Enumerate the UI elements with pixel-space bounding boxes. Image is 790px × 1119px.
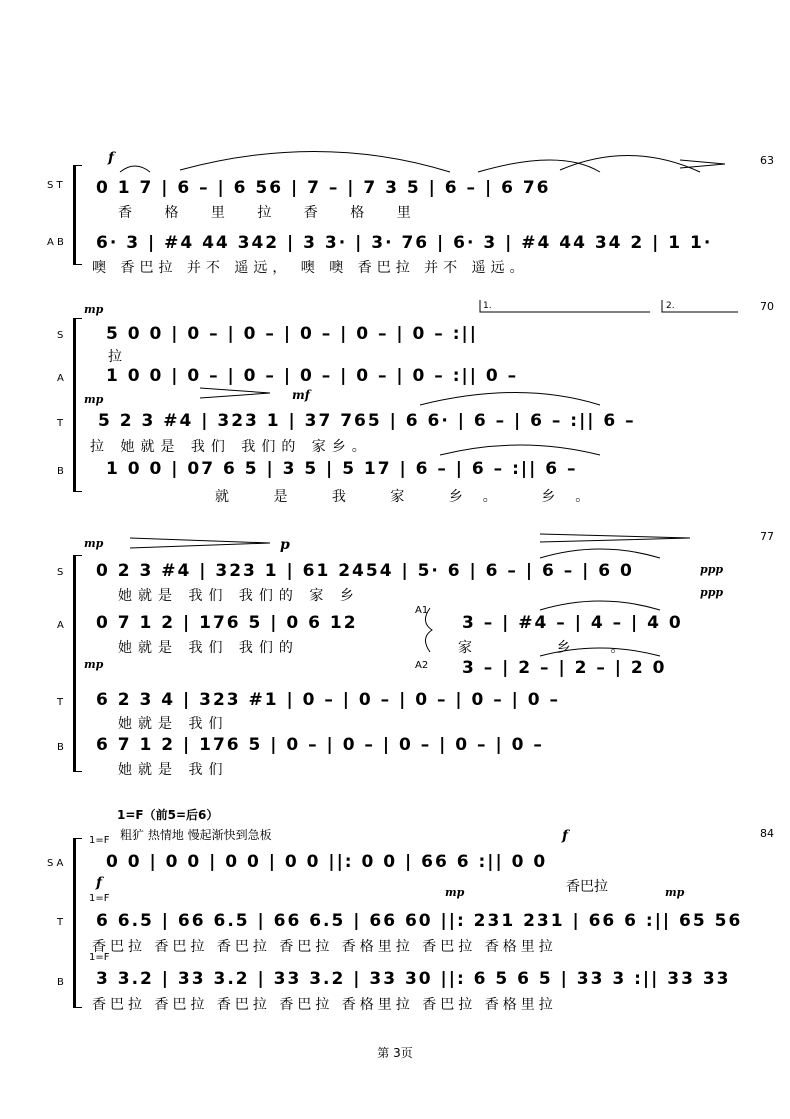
part-lyrics-s: 她就是 我们 我们的 家 乡 xyxy=(118,588,360,604)
key-signature: 1=F（前5=后6） xyxy=(117,808,219,822)
part-lyrics-b: 她就是 我们 xyxy=(118,762,229,778)
part-lyrics-st: 香 格 里 拉 香 格 里 xyxy=(118,205,425,221)
part-label-b: B xyxy=(57,466,64,477)
tempo-text: 粗犷 热情地 慢起渐快到急板 xyxy=(120,828,272,842)
part-notes-s: 5 0 0 | 0 – | 0 – | 0 – | 0 – | 0 – :|| xyxy=(106,324,478,344)
key-label: 1=F xyxy=(89,893,110,904)
dynamic-mark: mp xyxy=(84,658,104,671)
dynamic-mark: ppp xyxy=(700,586,724,599)
measure-number: 77 xyxy=(760,530,774,543)
part-notes-b: 3 3.2 | 33 3.2 | 33 3.2 | 33 30 ||: 6 5 6 5 | 33 3 :|| 33 33 xyxy=(96,969,731,989)
key-label: 1=F xyxy=(89,952,110,963)
part-label-t: T xyxy=(57,697,64,708)
part-lyrics-t: 拉 她就是 我们 我们的 家乡。 xyxy=(90,439,372,455)
volta-2: 2. xyxy=(666,301,675,311)
part-notes-t: 5 2 3 #4 | 323 1 | 37 765 | 6 6· | 6 – | 6 – :|| 6 – xyxy=(98,411,636,431)
part-lyrics-t: 她就是 我们 xyxy=(118,716,229,732)
part-label-st: S T xyxy=(47,180,63,191)
part-lyrics-s: 拉 xyxy=(108,349,136,365)
part-lyrics-sa: 香巴拉 xyxy=(566,879,608,895)
system-brace xyxy=(73,838,82,1008)
dynamic-mark: f xyxy=(96,875,103,891)
part-label-s: S xyxy=(57,330,64,341)
key-label: 1=F xyxy=(89,835,110,846)
part-label-a: A xyxy=(57,620,64,631)
part-lyrics-t: 香巴拉 香巴拉 香巴拉 香巴拉 香格里拉 香巴拉 香格里拉 xyxy=(92,939,557,955)
dynamic-mark: mp xyxy=(84,537,104,550)
part-notes-a: 0 7 1 2 | 176 5 | 0 6 12 xyxy=(96,613,358,633)
part-notes-sa: 0 0 | 0 0 | 0 0 | 0 0 ||: 0 0 | 66 6 :|| 0 0 xyxy=(106,852,548,872)
part-label-t: T xyxy=(57,418,64,429)
part-lyrics-b: 香巴拉 香巴拉 香巴拉 香巴拉 香格里拉 香巴拉 香格里拉 xyxy=(92,997,557,1013)
part-notes-t: 6 6.5 | 66 6.5 | 66 6.5 | 66 60 ||: 231 231 | 66 6 :|| 65 56 xyxy=(96,911,743,931)
page-number: 第 3页 xyxy=(377,1046,413,1060)
part-notes-a2: 3 – | 2 – | 2 – | 2 0 xyxy=(462,658,667,678)
part-label-a: A xyxy=(57,373,64,384)
part-label-b: B xyxy=(57,742,64,753)
volta-1: 1. xyxy=(483,301,492,311)
measure-number: 70 xyxy=(760,300,774,313)
part-lyrics-ab: 噢 香巴拉 并不 遥远， 噢 噢 香巴拉 并不 遥远。 xyxy=(92,260,529,276)
part-lyrics-a: 她就是 我们 我们的 xyxy=(118,640,299,656)
part-label-a2: A2 xyxy=(415,660,429,671)
dynamic-mark: mf xyxy=(292,388,310,402)
part-notes-b: 1 0 0 | 07 6 5 | 3 5 | 5 17 | 6 – | 6 – :|| 6 – xyxy=(106,459,578,479)
part-notes-a: 1 0 0 | 0 – | 0 – | 0 – | 0 – | 0 – :|| 0 – xyxy=(106,366,519,386)
dynamic-mark: f xyxy=(562,828,569,844)
part-lyrics-b: 就 是 我 家 乡。 乡。 xyxy=(215,489,610,505)
dynamic-mark: ppp xyxy=(700,563,724,576)
part-notes-s: 0 2 3 #4 | 323 1 | 61 2454 | 5· 6 | 6 – | 6 – | 6 0 xyxy=(96,561,634,581)
part-label-s: S xyxy=(57,567,64,578)
part-notes-b: 6 7 1 2 | 176 5 | 0 – | 0 – | 0 – | 0 – | 0 – xyxy=(96,735,544,755)
dynamic-mark: mp xyxy=(84,303,104,316)
measure-number: 63 xyxy=(760,154,774,167)
measure-number: 84 xyxy=(760,827,774,840)
part-lyrics-a1: 家 乡。 xyxy=(458,640,665,656)
part-label-a1: A1 xyxy=(415,605,429,616)
dynamic-mark: mp xyxy=(665,886,685,899)
part-label-t: T xyxy=(57,917,64,928)
part-notes-t: 6 2 3 4 | 323 #1 | 0 – | 0 – | 0 – | 0 – | 0 – xyxy=(96,690,561,710)
part-notes-st: 0 1 7 | 6 – | 6 56 | 7 – | 7 3 5 | 6 – | 6 76 xyxy=(96,178,551,198)
dynamic-mark: f xyxy=(108,150,115,166)
part-notes-ab: 6· 3 | #4 44 342 | 3 3· | 3· 76 | 6· 3 | #4 44 34 2 | 1 1· xyxy=(96,233,713,253)
dynamic-mark: mp xyxy=(84,393,104,406)
part-label-ab: A B xyxy=(47,237,64,248)
part-label-b: B xyxy=(57,977,64,988)
part-notes-a1: 3 – | #4 – | 4 – | 4 0 xyxy=(462,613,683,633)
dynamic-mark: p xyxy=(280,537,290,553)
part-label-sa: S A xyxy=(47,858,64,869)
dynamic-mark: mp xyxy=(445,886,465,899)
